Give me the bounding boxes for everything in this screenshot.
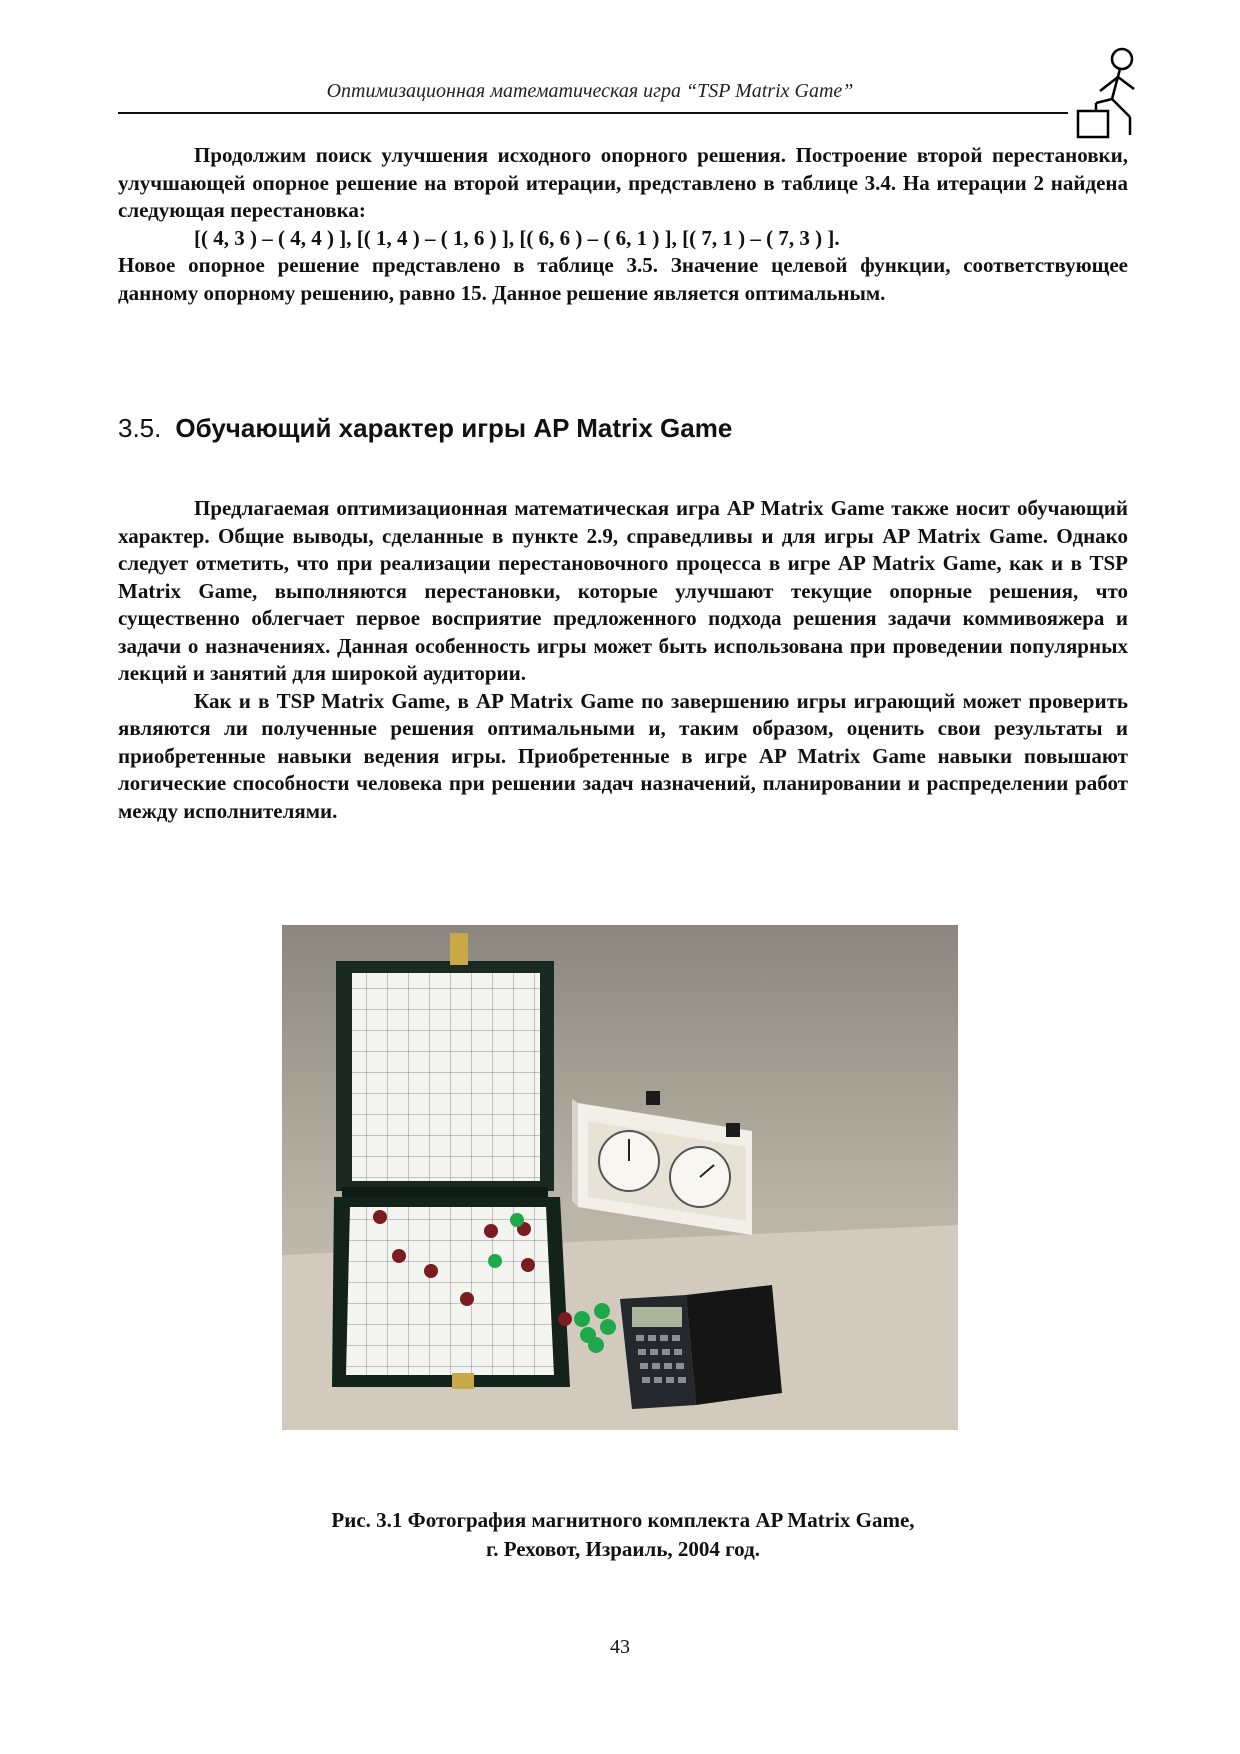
intro-paragraphs: [118, 142, 1128, 307]
permutation-formula: [( 4, 3 ) – ( 4, 4 ) ], [( 1, 4 ) – ( 1, 6 ) ], [( 6, 6 ) – ( 6, 1 ) ], [( 7, 1 ) – ( 7, 3 ) ].: [194, 225, 840, 250]
paragraph: Новое опорное решение представлено в таблице 3.5. Значение целевой функции, соответствующее данному опорному решению, равно 15. Данное решение является оптимальным.: [118, 253, 1128, 305]
section-number: 3.5.: [118, 413, 162, 443]
section-title: Обучающий характер игры AP Matrix Game: [175, 413, 733, 443]
person-stepping-on-box-icon: [1070, 45, 1160, 145]
running-header-title: Оптимизационная математическая игра “TSP Matrix Game”: [326, 80, 854, 102]
header-rule: [118, 112, 1068, 114]
page-number: 43: [610, 1636, 630, 1658]
paragraph: Как и в TSP Matrix Game, в AP Matrix Game по завершению игры играющий может проверить являются ли полученные решения оптимальными и, таким образом, оценить свои результаты и приобретенные навыки ведения игры. Приобретенные в игре AP Matrix Game навыки повышают логические способности человека при решении задач назначений, планировании и распределении работ между исполнителями.: [118, 688, 1128, 823]
paragraph: Предлагаемая оптимизационная математическая игра AP Matrix Game также носит обучающий характер. Общие выводы, сделанные в пункте 2.9, справедливы и для игры AP Matrix Game. Однако следует отметить, что при реализации перестановочного процесса в игре AP Matrix Game, как и в TSP Matrix Game, выполняются перестановки, которые улучшают текущие опорные решения, что существенно облегчает первое восприятие предложенного подхода решения задачи коммивояжера и задачи о назначениях. Данная особенность игры может быть использована при проведении популярных лекций и занятий для широкой аудитории.: [118, 496, 1128, 685]
section-heading: [118, 413, 732, 444]
caption-line: Рис. 3.1 Фотография магнитного комплекта AP Matrix Game,: [331, 1508, 915, 1532]
magnetic-game-set-photo: [282, 925, 958, 1430]
figure-caption: [118, 1506, 1128, 1564]
caption-line: г. Реховот, Израиль, 2004 год.: [486, 1537, 760, 1561]
paragraph: Продолжим поиск улучшения исходного опорного решения. Построение второй перестановки, улучшающей опорное решение на второй итерации, представлено в таблице 3.4. На итерации 2 найдена следующая перестановка:: [118, 143, 1128, 222]
section-paragraphs: [118, 495, 1128, 825]
